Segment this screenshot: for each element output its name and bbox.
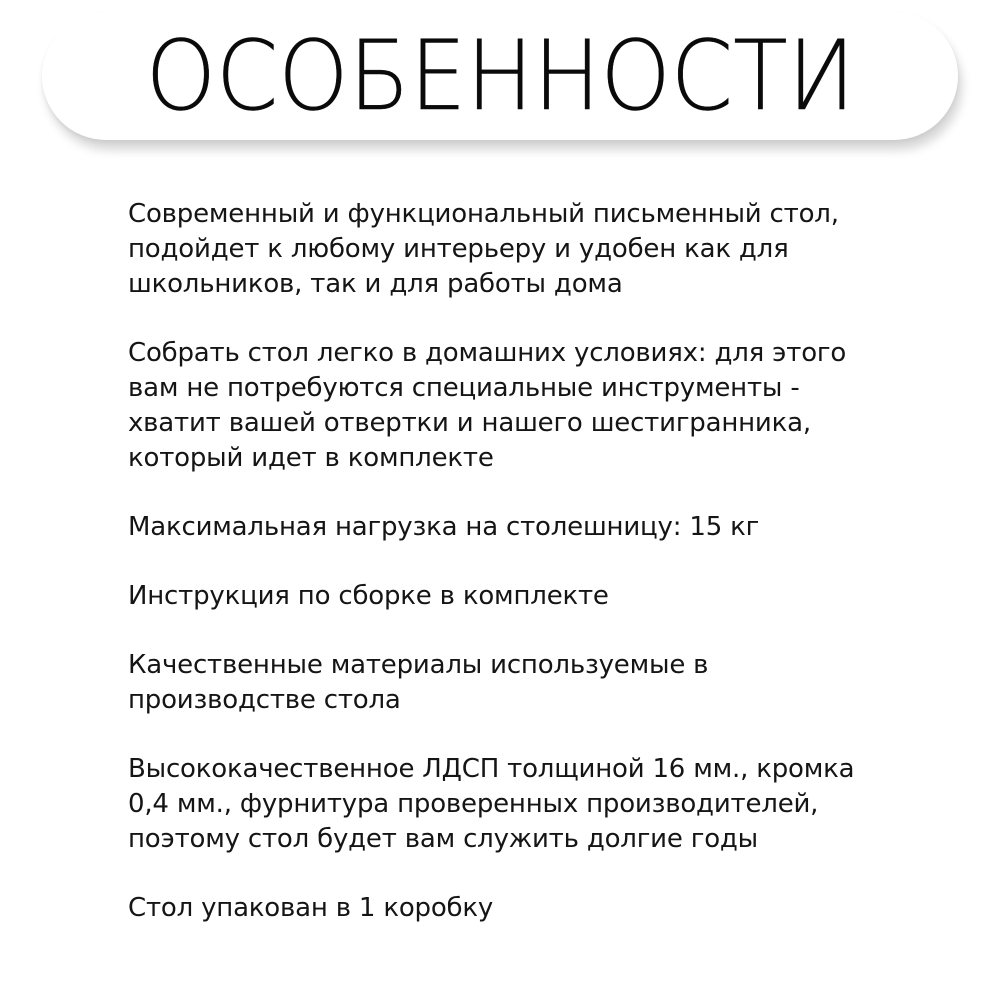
feature-line: 0,4 мм., фурнитура проверенных производителей, bbox=[128, 789, 819, 819]
feature-line: Качественные материалы используемые в bbox=[128, 650, 709, 680]
feature-line: школьников, так и для работы дома bbox=[128, 269, 623, 299]
feature-line: Высококачественное ЛДСП толщиной 16 мм., кромка bbox=[128, 754, 855, 784]
feature-item-max-load bbox=[128, 510, 928, 545]
feature-line: Инструкция по сборке в комплекте bbox=[128, 581, 609, 611]
feature-line: поэтому стол будет вам служить долгие годы bbox=[128, 824, 759, 854]
feature-item-packaging bbox=[128, 891, 928, 926]
feature-line: который идет в комплекте bbox=[128, 443, 494, 473]
feature-list bbox=[128, 197, 928, 960]
feature-line: Собрать стол легко в домашних условиях: для этого bbox=[128, 338, 847, 368]
feature-item-assembly bbox=[128, 336, 928, 476]
feature-line: производстве стола bbox=[128, 685, 401, 715]
feature-item-design bbox=[128, 197, 928, 302]
feature-item-ldsp bbox=[128, 752, 928, 857]
feature-line: Современный и функциональный письменный стол, bbox=[128, 199, 839, 229]
feature-line: хватит вашей отвертки и нашего шестигранника, bbox=[128, 408, 811, 438]
feature-line: подойдет к любому интерьеру и удобен как для bbox=[128, 234, 789, 264]
feature-item-instructions bbox=[128, 579, 928, 614]
feature-line: вам не потребуются специальные инструменты - bbox=[128, 373, 800, 403]
page-title: ОСОБЕННОСТИ bbox=[145, 20, 855, 132]
feature-item-materials bbox=[128, 648, 928, 718]
feature-line: Максимальная нагрузка на столешницу: 15 кг bbox=[128, 512, 760, 542]
title-banner bbox=[42, 12, 958, 140]
feature-line: Стол упакован в 1 коробку bbox=[128, 893, 494, 923]
